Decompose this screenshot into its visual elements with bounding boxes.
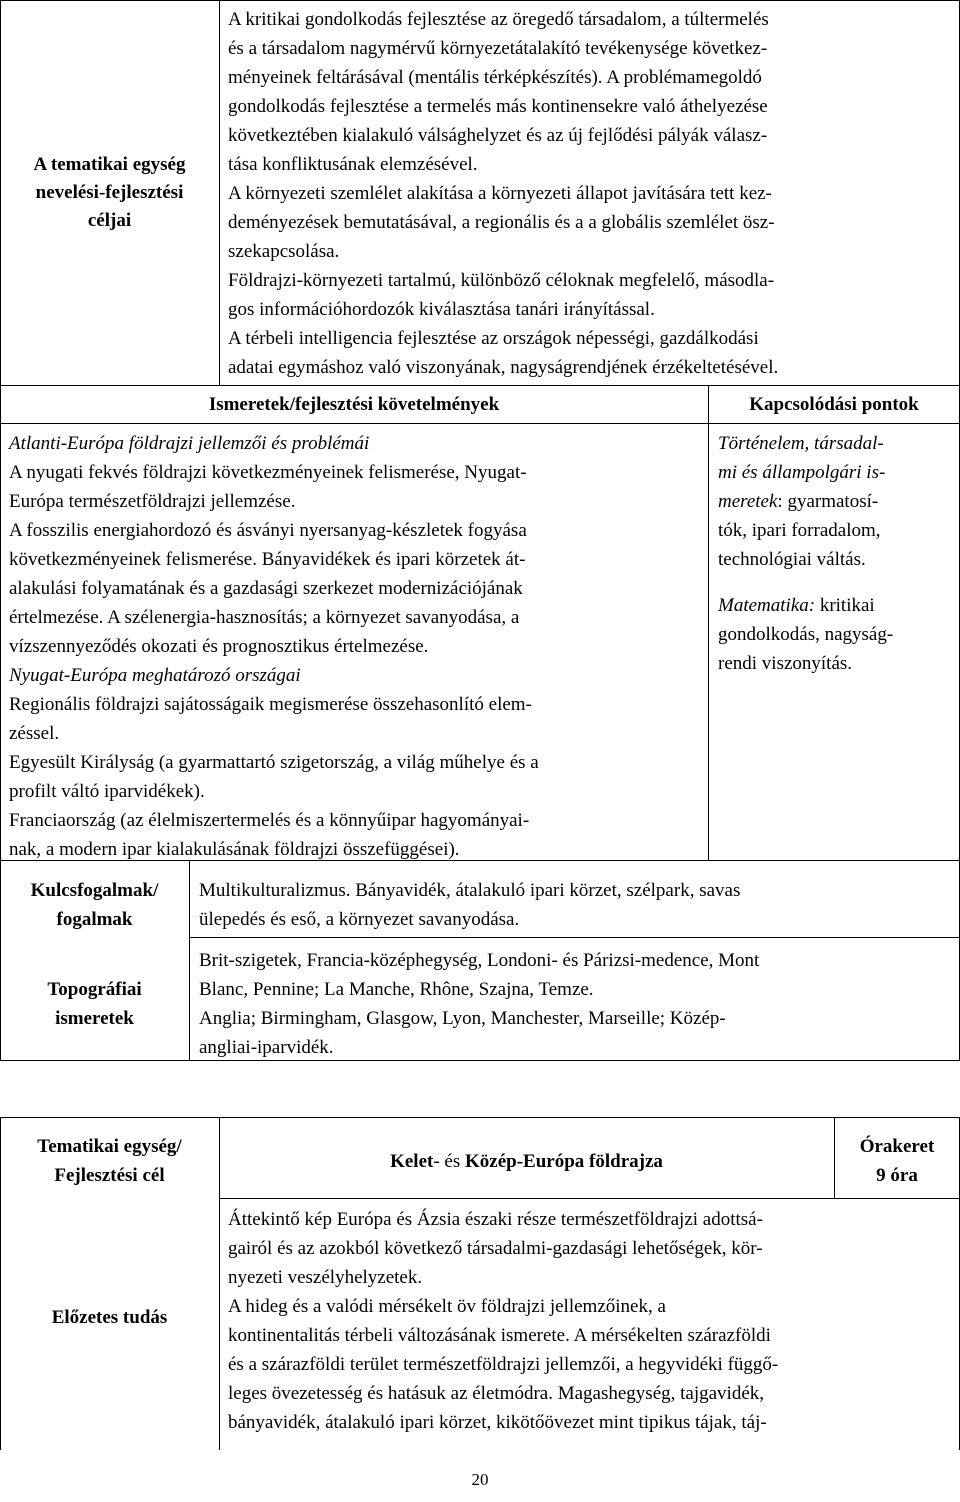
prior-line: kontinentalitás térbeli változásának ismerete. A mérsékelten szárazföldi [228, 1325, 771, 1346]
prior-line: Áttekintő kép Európa és Ázsia északi része természetföldrajzi adottsá- [228, 1209, 763, 1230]
topo-line: Brit-szigetek, Francia-középhegység, Londoni- és Párizsi-medence, Mont [199, 950, 760, 971]
prior-line: és a szárazföldi terület természetföldrajzi jellemzői, a hegyvidéki függő- [228, 1354, 779, 1375]
links-line: gondolkodás, nagyság- [718, 624, 894, 645]
prior-line: gairól és az azokból következő társadalmi-gazdasági lehetőségek, kör- [228, 1238, 763, 1259]
links-line: rendi viszonyítás. [718, 653, 853, 674]
goals-label-line: nevelési-fejlesztési [35, 182, 184, 203]
goals-line: A környezeti szemlélet alakítása a környezeti állapot javítására tett kez- [228, 183, 772, 204]
unit-label-line: Fejlesztési cél [54, 1165, 165, 1186]
topo-line: Anglia; Birmingham, Glasgow, Lyon, Manchester, Marseille; Közép- [199, 1008, 726, 1029]
key-line: Multikulturalizmus. Bányavidék, átalakuló ipari körzet, szélpark, savas [199, 880, 741, 901]
goals-line: A kritikai gondolkodás fejlesztése az öregedő társadalom, a túltermelés [228, 9, 769, 30]
topo-label-line: ismeretek [55, 1008, 134, 1029]
links-line [718, 591, 956, 620]
unit-title-part: -Európa földrajza [516, 1151, 663, 1172]
hours-value: 9 óra [876, 1165, 918, 1186]
goals-label [0, 148, 219, 238]
links-subject: meretek [718, 491, 778, 512]
border [708, 385, 709, 860]
unit-label-line: Tematikai egység/ [37, 1136, 182, 1157]
key-label-line: fogalmak [56, 909, 133, 930]
goals-line: tása konfliktusának elemzésével. [228, 154, 478, 175]
links-text-part: : gyarmatosí- [777, 491, 879, 512]
border [219, 1198, 960, 1199]
unit-title-part: Közép [465, 1151, 517, 1172]
goals-line: A térbeli intelligencia fejlesztése az országok népességi, gazdálkodási [228, 328, 759, 349]
topography-label [0, 975, 189, 1033]
border [0, 0, 960, 1]
links-text-part: kritikai [815, 595, 875, 616]
topography-text [199, 946, 954, 1062]
border [189, 937, 960, 938]
req-line: A nyugati fekvés földrajzi következményeinek felismerése, Nyugat- [9, 462, 527, 483]
topo-line: Blanc, Pennine; La Manche, Rhône, Szajna, Temze. [199, 979, 594, 1000]
req-line: A fosszilis energiahordozó és ásványi nyersanyag-készletek fogyása [9, 520, 527, 541]
goals-line: gondolkodás fejlesztése a termelés más kontinensekre való áthelyezése [228, 96, 768, 117]
req-line: Egyesült Királyság (a gyarmattartó szigetország, a világ műhelye és a [9, 752, 539, 773]
goals-line: Földrajzi-környezeti tartalmú, különböző céloknak megfelelő, másodla- [228, 270, 775, 291]
links-header: Kapcsolódási pontok [749, 394, 919, 415]
border [0, 385, 960, 386]
goals-line: adatai egymáshoz való viszonyának, nagyságrendjének érzékeltetésével. [228, 357, 779, 378]
hours [834, 1132, 960, 1190]
requirements-header: Ismeretek/fejlesztési követelmények [208, 394, 500, 415]
req-line: értelmezése. A szélenergia-hasznosítás; a környezet savanyodása, a [9, 607, 520, 628]
links-line [718, 487, 956, 516]
prior-line: nyezeti veszélyhelyzetek. [228, 1267, 423, 1288]
requirements-text [9, 429, 704, 864]
goals-line: következtében kialakuló válsághelyzet és az új fejlődési pályák válasz- [228, 125, 768, 146]
prior-line: bányavidék, átalakuló ipari körzet, kikötőövezet mint tipikus tájak, táj- [228, 1412, 767, 1433]
border [0, 1117, 960, 1118]
key-concepts-label [0, 876, 189, 934]
key-label-line: Kulcsfogalmak/ [30, 880, 159, 901]
hours-label: Órakeret [859, 1136, 935, 1157]
req-line: Regionális földrajzi sajátosságaik megismerése összehasonlító elem- [9, 694, 532, 715]
goals-label-line: A tematikai egység [33, 154, 186, 175]
req-line: vízszennyeződés okozati és prognosztikus értelmezése. [9, 636, 429, 657]
topo-label-line: Topográfiai [47, 979, 142, 1000]
req-line: zéssel. [9, 723, 60, 744]
unit-title [219, 1147, 834, 1176]
goals-line: és a társadalom nagymérvű környezetátalakító tevékenysége következ- [228, 38, 768, 59]
unit-title-part: - és [433, 1151, 465, 1172]
prior-line: A hideg és a valódi mérsékelt öv földrajzi jellemzőinek, a [228, 1296, 666, 1317]
goals-label-line: céljai [87, 210, 132, 231]
key-line: ülepedés és eső, a környezet savanyodása. [199, 909, 520, 930]
border [0, 423, 960, 424]
req-line: Európa természetföldrajzi jellemzése. [9, 491, 296, 512]
req-line: Nyugat-Európa meghatározó országai [9, 665, 301, 686]
req-line: nak, a modern ipar kialakulásának földrajzi összefüggései). [9, 839, 460, 860]
links-line: Történelem, társadal- [718, 433, 884, 454]
prior-knowledge-text [228, 1205, 954, 1437]
prior-line: leges övezetesség és hatásuk az életmódra. Magashegység, tajgavidék, [228, 1383, 765, 1404]
unit-title-part: Kelet [390, 1151, 434, 1172]
links-subject: Matematika: [718, 595, 816, 616]
goals-line: gos információhordozók kiválasztása tanári irányítással. [228, 299, 655, 320]
key-concepts-text [199, 876, 954, 934]
req-line: Atlanti-Európa földrajzi jellemzői és problémái [9, 433, 370, 454]
goals-line: deményezések bemutatásával, a regionális és a a globális szemlélet ösz- [228, 212, 775, 233]
prior-knowledge-label: Előzetes tudás [51, 1307, 168, 1328]
goals-line: szekapcsolása. [228, 241, 340, 262]
page-number: 20 [471, 1470, 489, 1489]
links-line: mi és állampolgári is- [718, 462, 886, 483]
border [219, 0, 220, 386]
req-line: profilt váltó iparvidékek). [9, 781, 205, 802]
goals-line: ményeinek feltárásával (mentális térképkészítés). A problémamegoldó [228, 67, 762, 88]
links-line: tók, ipari forradalom, [718, 520, 881, 541]
topo-line: angliai-iparvidék. [199, 1037, 334, 1058]
req-line: alakulási folyamatának és a gazdasági szerkezet modernizációjának [9, 578, 523, 599]
links-text [718, 429, 956, 678]
req-line: Franciaország (az élelmiszertermelés és a könnyűipar hagyományai- [9, 810, 530, 831]
req-line: következményeinek felismerése. Bányavidékek és ipari körzetek át- [9, 549, 526, 570]
goals-text [228, 5, 953, 382]
unit-label [0, 1132, 219, 1190]
links-line: technológiai váltás. [718, 549, 866, 570]
border [189, 860, 190, 1061]
